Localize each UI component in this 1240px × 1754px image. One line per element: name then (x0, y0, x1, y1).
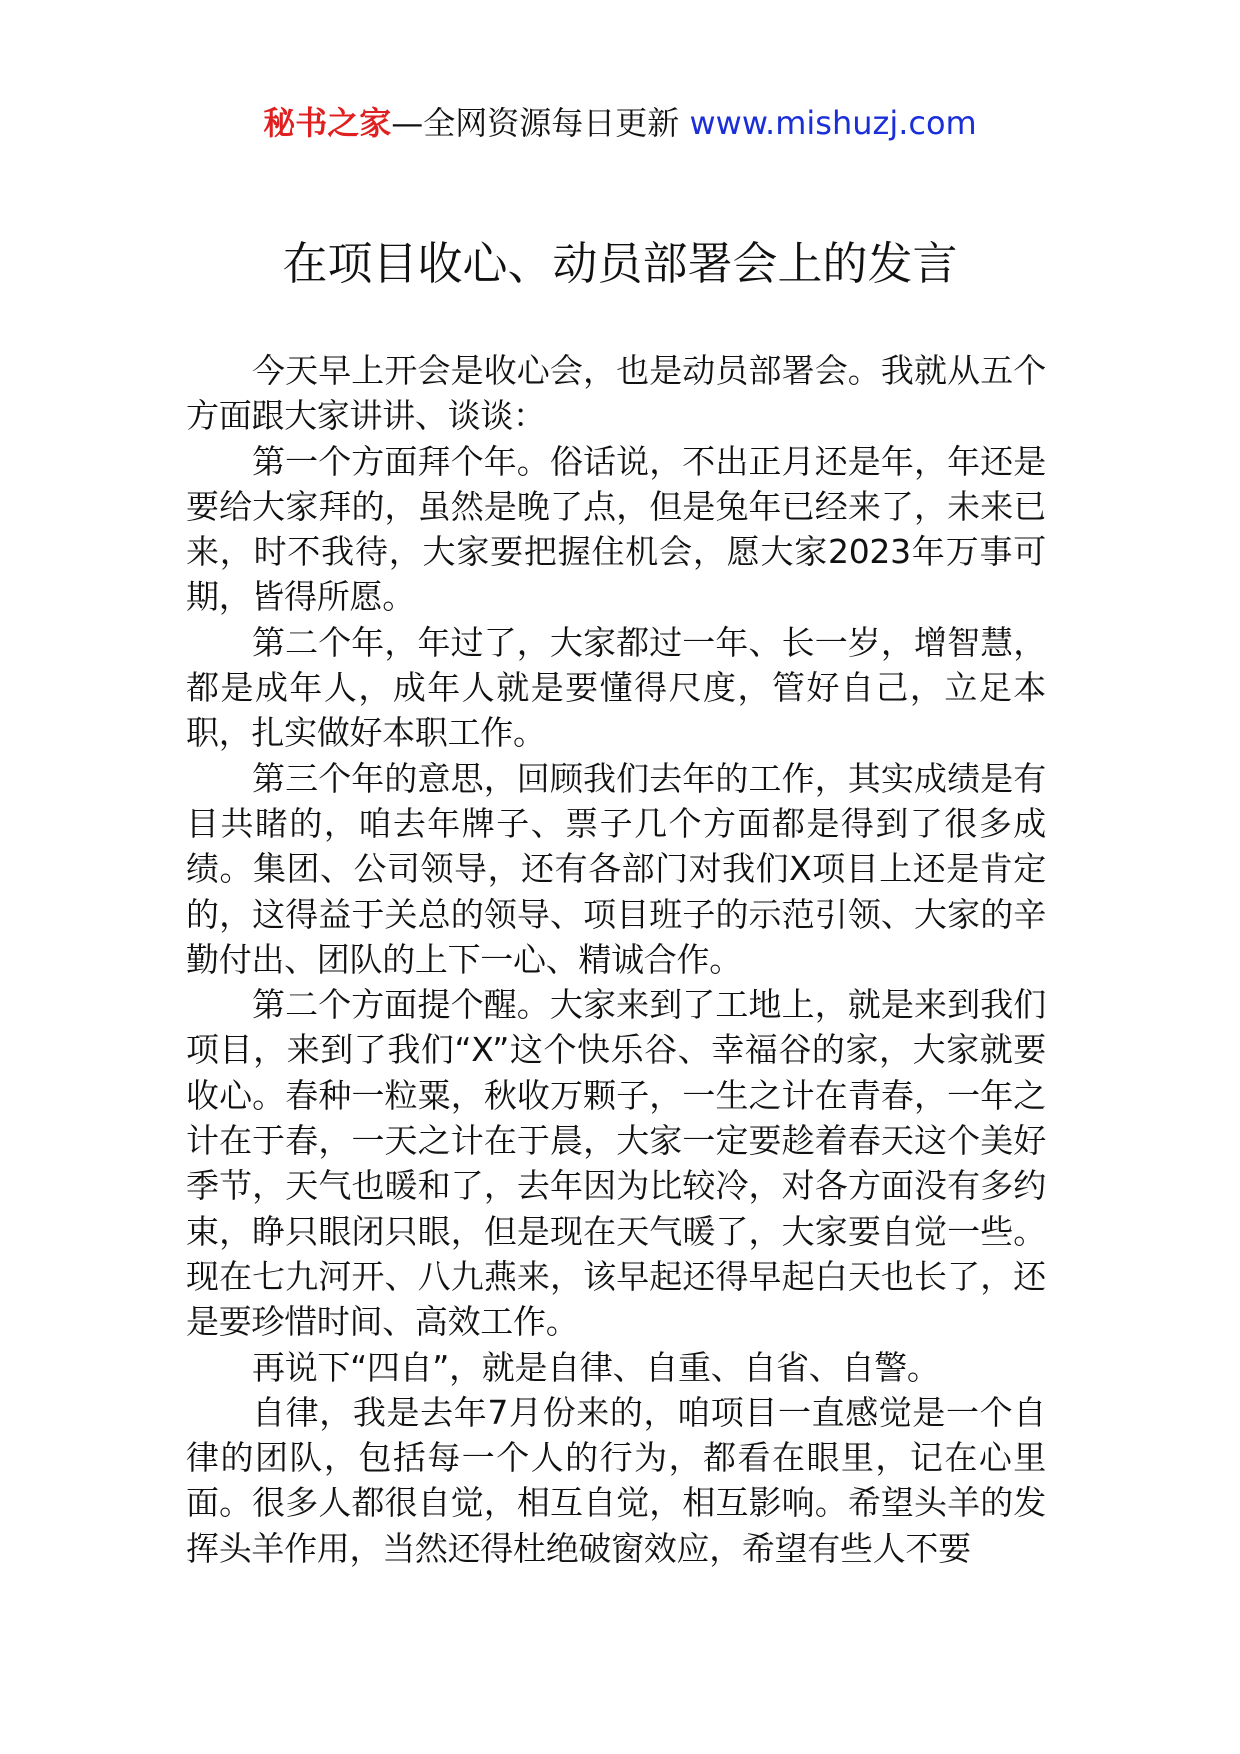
paragraph: 第二个年，年过了，大家都过一年、长一岁，增智慧，都是成年人，成年人就是要懂得尺度，管好自己，立足本职，扎实做好本职工作。 (186, 622, 1046, 753)
paragraph: 第三个年的意思，回顾我们去年的工作，其实成绩是有目共睹的，咱去年牌子、票子几个方面都是得到了很多成绩。集团、公司领导，还有各部门对我们X项目上还是肯定的，这得益于关总的领导、项目班子的示范引领、大家的辛勤付出、团队的上下一心、精诚合作。 (186, 758, 1046, 979)
document-title: 在项目收心、动员部署会上的发言 (282, 237, 958, 290)
paragraph: 第二个方面提个醒。大家来到了工地上，就是来到我们项目，来到了我们“X”这个快乐谷、幸福谷的家，大家就要收心。春种一粒粟，秋收万颗子，一生之计在青春，一年之计在于春，一天之计在于晨，大家一定要趁着春天这个美好季节，天气也暖和了，去年因为比较冷，对各方面没有多约束，睁只眼闭只眼，但是现在天气暖了，大家要自觉一些。现在七九河开、八九燕来，该早起还得早起白天也长了，还是要珍惜时间、高效工作。 (186, 985, 1046, 1342)
paragraph: 第一个方面拜个年。俗话说，不出正月还是年，年还是要给大家拜的，虽然是晚了点，但是兔年已经来了，未来已来，时不我待，大家要把握住机会，愿大家2023年万事可期，皆得所愿。 (186, 441, 1046, 617)
site-tagline: —全网资源每日更新 (391, 104, 680, 142)
paragraph: 自律，我是去年7月份来的，咱项目一直感觉是一个自律的团队，包括每一个人的行为，都看在眼里，记在心里面。很多人都很自觉，相互自觉，相互影响。希望头羊的发挥头羊作用，当然还得杜绝破窗效应，希望有些人不要 (186, 1392, 1046, 1568)
site-brand: 秘书之家 (263, 104, 392, 142)
paragraph: 再说下“四自”，就是自律、自重、自省、自警。 (252, 1347, 940, 1387)
paragraph: 今天早上开会是收心会，也是动员部署会。我就从五个方面跟大家讲讲、谈谈： (186, 351, 1046, 436)
document-body (186, 348, 1046, 1571)
site-url-link[interactable]: www.mishuzj.com (689, 104, 977, 142)
site-header (0, 98, 1240, 148)
